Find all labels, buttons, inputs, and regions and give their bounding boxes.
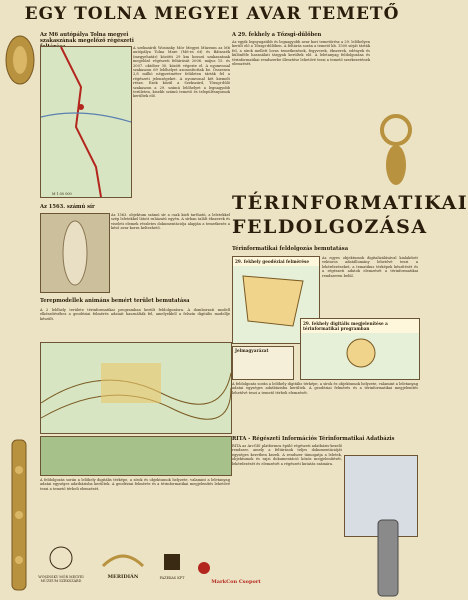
gis-display-panel: 29. fekhely digitális megjelenítése a térinformatikai programban	[300, 318, 420, 380]
scale-label: M 1:50 000	[52, 192, 72, 196]
section-heading-rita: RITA - Régészeti Információs Térinformatikai Adatbázis	[232, 436, 395, 442]
gold-ornament-image	[2, 30, 38, 90]
section-heading-gis: Térinformatikai feldolgozás bemutatása	[232, 246, 349, 252]
paragraph-gis: Az egyes objektumok digitalizálásával kialakított vektoros adatállomány lehetővé teszi a lekérdezéseket, a tematikus térképek készítését és a régészeti adatok elemzését a térinformatikai rendszeren belül.	[322, 256, 418, 278]
terrain-3d-model	[40, 436, 232, 476]
section-heading-grave: Az 1563. számú sír	[40, 204, 95, 210]
gold-earring-image	[372, 110, 420, 190]
legend-box: Jelmagyarázat	[232, 346, 294, 380]
paragraph-site: Az egyik legnyugatibb és legnagyobb avar kori temetőrész a 29. lelőhelyen került elő a Tőzsgi-dűlőben. A feltárás során a temető kb. 1500 sírját tárták fel, a sírok mellett lovas temetkezések, fegyverek, ékszerek, edények és különféle használati tárgyak kerültek elő. A leletanyag feldolgozása és térinformatikai rendszerbe illesztése lehetővé teszi a temető szerkezetének elemzését.	[232, 40, 370, 67]
logo-meridian: MERIDIÁN	[98, 546, 148, 580]
highway-map	[40, 46, 132, 198]
paragraph-rita: RITA az ArcGIS platformra épülő régészeti adatbázis-kezelő rendszer, amely a feltárások teljes dokumentációját egységes keretben kezeli. A rendszer támogatja a leletek, objektumok és rajzi dokumentáció közös megjelenítését, lekérdezését és elemzését a régészeti kutatás számára.	[232, 444, 342, 466]
survey-map-panel: 29. fekhely geodéziai felmérése	[232, 256, 320, 344]
logo-markcon: MarkCon Csoport	[196, 560, 276, 585]
paragraph-grave: Az 1563. objektum számú sír a csak kisfi tarthatú, a leletekkel szép leletekkel látott ruházatú egyén. A sírban talált ékszerek és viseleti elemek részletes dokumentációja alapján a temetkezés a késő avar korra keltezhető.	[111, 213, 230, 231]
paragraph-gis-2: A feldolgozás során a lelőhely digitális térképe, a sírok és objektumok helyzete, valamint a leletanyag adatai egységes adatbázisba kerültek. A geodéziai felmérés és a térinformatikai megjelenítés lehetővé teszi a temető térbeli elemzését.	[232, 382, 418, 395]
grave-photo	[40, 213, 110, 293]
bronze-belt-image	[360, 520, 416, 596]
paragraph-terrain-2: A feldolgozás során a lelőhely digitális térképe, a sírok és objektumok helyzete, valamint a leletanyag adatai egységes adatbázisba kerültek. A geodéziai felmérés és a térinformatikai megjelenítés lehetővé teszi a temető térbeli elemzését.	[40, 478, 230, 491]
paragraph-terrain: A 2 lelőhely területe térinformatikai programban került feldolgozásra. A domborzati modell elkészítéséhez a geodéziai felmérés adatait használták fel, amelyekből a felszín digitális modellje készült.	[40, 308, 230, 321]
section-heading-terrain: Terepmodellek animáns bemért terület bemutatása	[40, 298, 190, 304]
section-heading-site: A 29. fekhely a Tőzsgi-dűlőben	[232, 32, 322, 38]
page-title: EGY TOLNA MEGYEI AVAR TEMETŐ	[24, 4, 400, 24]
section-heading-highway: Az M6 autópálya Tolna megyei szakaszának megelőző régészeti	[40, 32, 134, 44]
logo-museum: WOSINSKY MÓR MEGYEI MÚZEUM SZEKSZÁRD	[36, 545, 86, 583]
big-title-line-1: TÉRINFORMATIKAI	[232, 192, 468, 214]
gold-belt-image	[4, 440, 34, 590]
big-title-line-2: FELDOLGOZÁSA	[232, 216, 428, 238]
logo-fazekas: FAZEKAS KFT	[152, 552, 192, 580]
paragraph-intro: A szekszárdi Wosinsky Mór Megyei Múzeum az M6 autópálya Tolna Mare (M6-es út) és Bátaszék (megyehatár) közötti 29 km hosszú szakaszának megelőző régészeti feltárását 2006. május 15. és 2007. október 30. között végezte el. A nyomvonal szakaszon 69 lelőhelyet azonosítottak be. Összesen 2,8 millió négyzetméter felületen tárták fel a régészeti jelenségeket. A nyomvonal két kiemelt része. Ezek közül a Szekszárd, Tőzsgi-dűlő szakaszon a 29. számú lelőhelyet a legnagyobb területen, kisebb számú temető és településnyomok kerültek elő.	[133, 46, 230, 99]
terrain-model-map	[40, 342, 232, 434]
